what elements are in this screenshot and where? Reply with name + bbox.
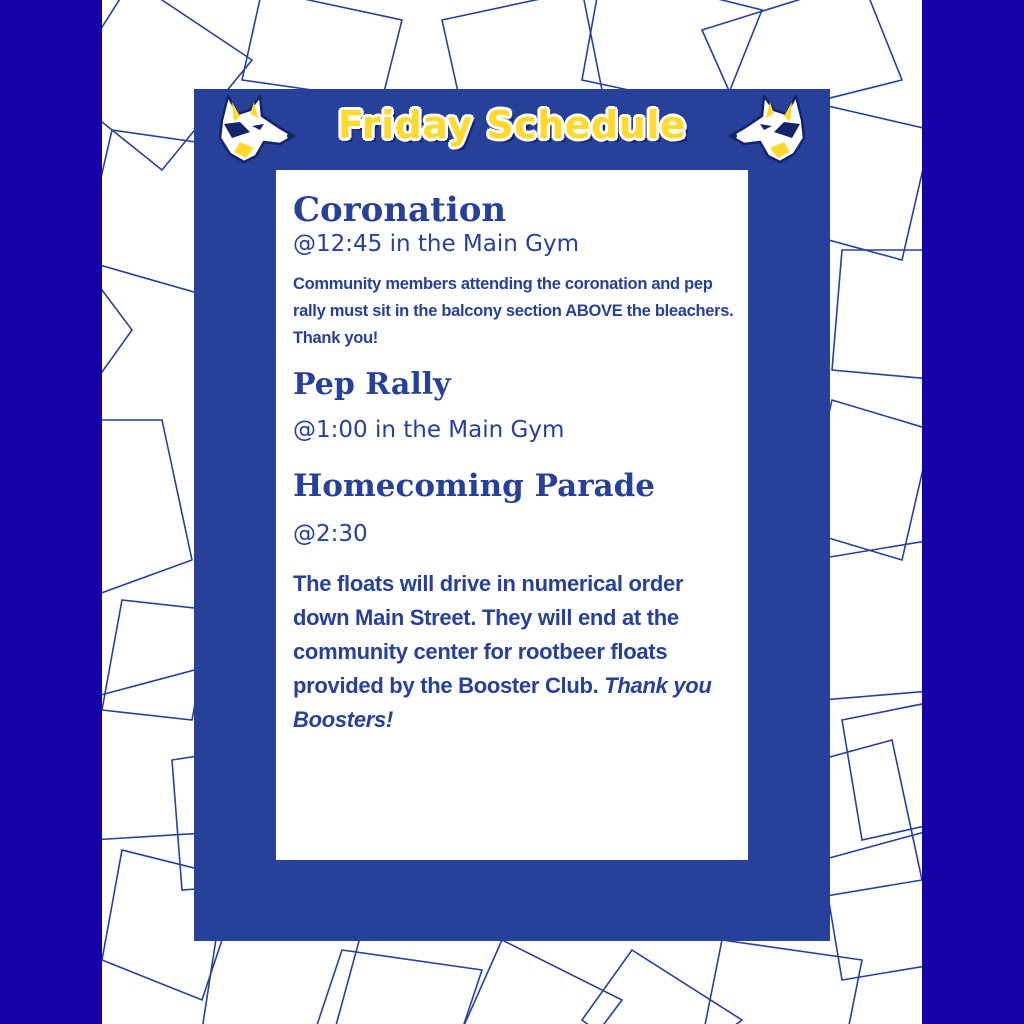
event-time-homecoming-parade: @2:30 — [293, 521, 368, 548]
event-time-coronation: @12:45 in the Main Gym — [293, 231, 579, 258]
husky-head-icon — [210, 92, 296, 164]
schedule-panel — [194, 89, 830, 941]
event-title-homecoming-parade: Homecoming Parade — [293, 468, 656, 505]
event-time-pep-rally: @1:00 in the Main Gym — [293, 417, 565, 444]
event-title-pep-rally: Pep Rally — [293, 367, 451, 403]
parade-note-text: The floats will drive in numerical order down Main Street. They will end at the community center for rootbeer floats provided by the Booster Club. — [293, 571, 684, 699]
event-note-coronation: Community members attending the coronation and pep rally must sit in the balcony section ABOVE the bleachers. Thank you! — [293, 275, 734, 348]
page-title: Friday Schedule — [337, 103, 687, 147]
schedule-card — [276, 170, 748, 860]
parade-note-emphasis: Thank you Boosters! — [293, 673, 712, 733]
panel-header — [194, 89, 830, 171]
event-note-homecoming-parade — [293, 567, 734, 737]
husky-head-icon — [728, 92, 814, 164]
event-title-coronation: Coronation — [293, 190, 507, 230]
